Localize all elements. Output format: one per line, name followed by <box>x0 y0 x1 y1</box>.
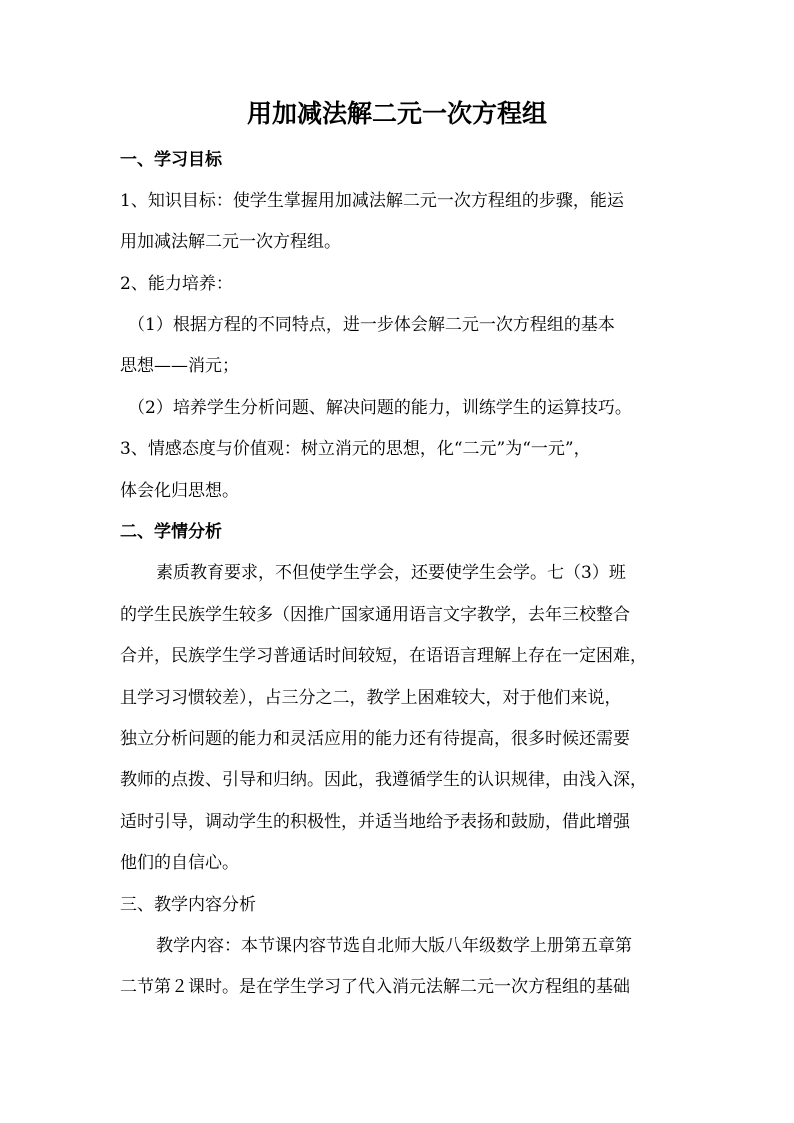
paragraph-line: 的学生民族学生较多（因推广国家通用语言文字教学，去年三校整合 <box>120 605 630 625</box>
paragraph-line: 合并，民族学生学习普通话时间较短，在语语言理解上存在一定困难， <box>120 646 647 666</box>
paragraph-line: （1）根据方程的不同特点，进一步体会解二元一次方程组的基本 <box>128 315 615 335</box>
paragraph-line: 教师的点拨、引导和归纳。因此，我遵循学生的认识规律，由浅入深， <box>120 770 647 790</box>
paragraph-line: 思想——消元； <box>120 356 239 376</box>
section-heading-content-analysis: 三、教学内容分析 <box>120 895 256 915</box>
paragraph-line: 用加减法解二元一次方程组。 <box>120 232 341 252</box>
paragraph-line: 二节第２课时。是在学生学习了代入消元法解二元一次方程组的基础 <box>120 977 630 997</box>
paragraph-line: 独立分析问题的能力和灵活应用的能力还有待提高，很多时候还需要 <box>120 729 630 749</box>
paragraph-line: 体会化归思想。 <box>120 481 239 501</box>
paragraph-line: 1、知识目标：使学生掌握用加减法解二元一次方程组的步骤，能运 <box>120 191 624 211</box>
paragraph-line: 他们的自信心。 <box>120 853 239 873</box>
paragraph-line: 2、能力培养： <box>120 274 233 294</box>
paragraph-line: 3、情感态度与价值观：树立消元的思想，化“二元”为“一元”， <box>120 439 591 459</box>
paragraph-line: 教学内容：本节课内容节选自北师大版八年级数学上册第五章第 <box>156 936 632 956</box>
section-heading-learning-goals: 一、学习目标 <box>120 150 222 170</box>
document-title: 用加减法解二元一次方程组 <box>246 99 547 128</box>
paragraph-line: 适时引导，调动学生的积极性，并适当地给予表扬和鼓励，借此增强 <box>120 812 630 832</box>
section-heading-student-analysis: 二、学情分析 <box>120 522 222 542</box>
paragraph-line: 且学习习惯较差），占三分之二，教学上困难较大，对于他们来说， <box>120 688 622 708</box>
paragraph-line: （2）培养学生分析问题、解决问题的能力，训练学生的运算技巧。 <box>128 398 632 418</box>
paragraph-line: 素质教育要求，不但使学生学会，还要使学生会学。七（3）班 <box>156 563 626 583</box>
